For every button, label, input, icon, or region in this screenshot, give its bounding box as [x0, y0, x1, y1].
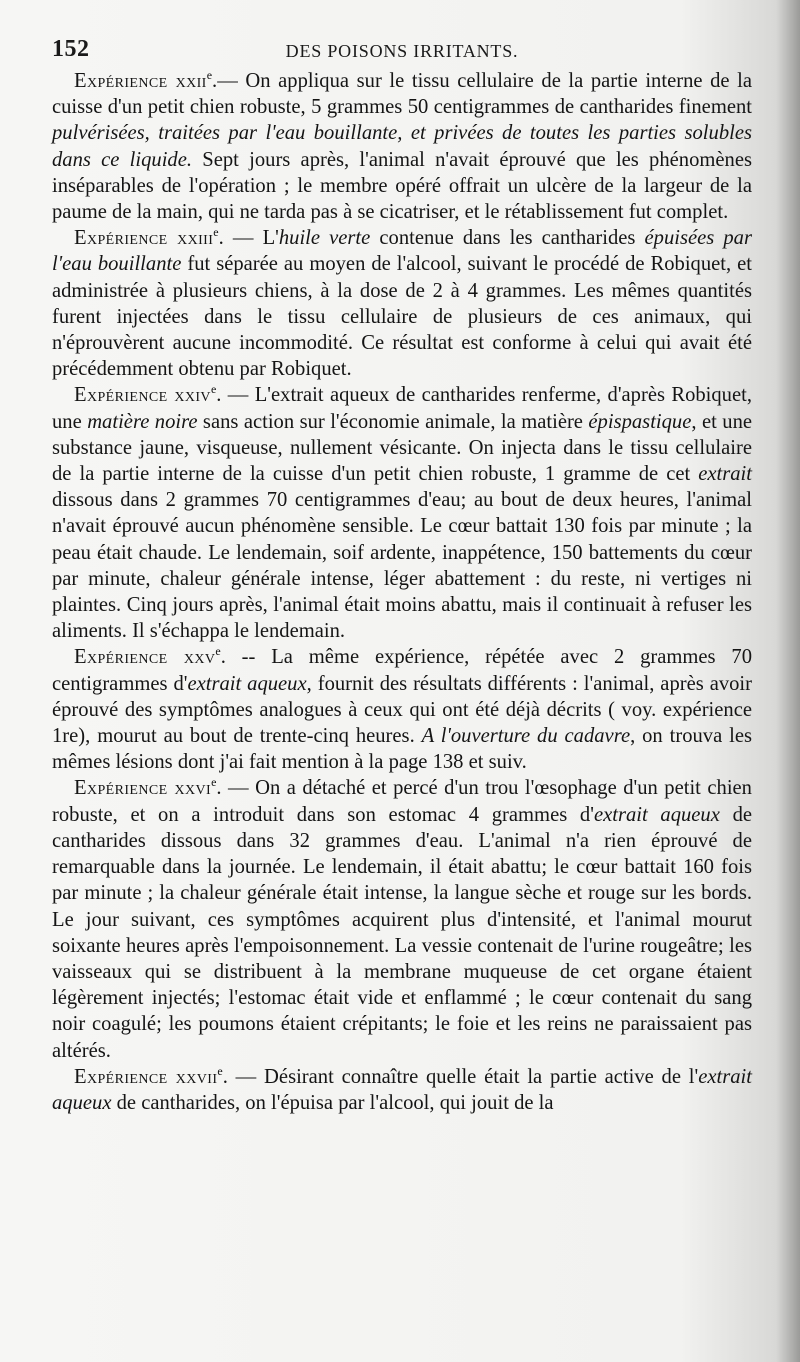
- italic-text: matière noire: [87, 410, 198, 433]
- body-text: . -- La même expérience, répétée avec 2 grammes 70 centigrammes d': [52, 646, 752, 695]
- body-text: dissous dans 2 grammes 70 centigrammes d'eau; au bout de deux heures, l'animal n'avait éprouvé aucun phénomène sensible. Le cœur battait 130 fois par minute ; la peau était chaude. Le lendemain, soif ardente, inappétence, 150 battements du cœur par minute, chaleur générale intense, léger abattement : du reste, ni vertiges ni plaintes. Cinq jours après, l'animal était moins abattu, mais il continuait à refuser les aliments. Il s'échappa le lendemain.: [52, 489, 752, 643]
- body-text: de cantharides dissous dans 32 grammes d'eau. L'animal n'a rien éprouvé de remarquable dans la journée. Le lendemain, il était abattu; le cœur battait 160 fois par minute ; la chaleur générale était intense, la langue sèche et rouge sur les bords. Le jour suivant, ces symptômes acquirent plus d'intensité, et l'animal mourut soixante heures après l'empoisonnement. La vessie contenait de l'urine rougeâtre; les vaisseaux qui se distribuent à la membrane muqueuse de cet organe étaient légèrement injectés; l'estomac était vide et enflammé ; le cœur contenait du sang noir coagulé; les poumons étaient crépitants; le foie et les reins ne paraissaient pas altérés.: [52, 803, 753, 1062]
- experiment-paragraph: [52, 1064, 752, 1116]
- experiment-paragraph: [52, 644, 752, 775]
- italic-text: épispastique: [588, 410, 692, 433]
- body-text: . — Désirant connaître quelle était la partie active de l': [222, 1065, 699, 1088]
- body-text: , fournit des résultats différents : l'animal, après avoir éprouvé des symptômes analogues à ceux qui ont été déjà décrits ( voy. expérience 1re), mourut au bout de trente-cinq heures.: [52, 672, 753, 748]
- body-text: , et une substance jaune, visqueuse, nullement vésicante. On injecta dans le tissu cellulaire de la partie interne de la cuisse d'un petit chien robuste, 1 gramme de cet: [52, 410, 753, 486]
- experiment-paragraph: [52, 225, 752, 382]
- experiment-paragraph: [52, 775, 752, 1063]
- experiment-label: Expérience xxiv: [74, 384, 211, 407]
- body-text: contenue dans les cantharides: [370, 227, 645, 250]
- ordinal-superscript: e: [215, 644, 221, 659]
- ordinal-superscript: e: [213, 225, 219, 240]
- running-title: DES POISONS IRRITANTS.: [285, 41, 519, 61]
- ordinal-superscript: e: [217, 1063, 223, 1078]
- page-number: 152: [52, 36, 90, 62]
- body-text: fut séparée au moyen de l'alcool, suivant le procédé de Robiquet, et administrée à plusieurs chiens, à la dose de 2 à 4 grammes. Les mêmes quantités furent injectées dans le tissu cellulaire de plusieurs de ces animaux, qui n'éprouvèrent aucune incommodité. Ce résultat est conforme à celui qui avait été précédemment obtenu par Robiquet.: [52, 253, 752, 381]
- body-text: . — L': [218, 227, 279, 250]
- italic-text: extrait aqueux: [187, 672, 307, 695]
- page-body: [52, 68, 752, 1116]
- page-header: [52, 36, 752, 66]
- italic-text: pulvérisées, traitées par l'eau bouillante, et privées de toutes les parties solubles dans ce liquide.: [52, 122, 752, 171]
- italic-text: extrait: [698, 463, 752, 486]
- body-text: .— On appliqua sur le tissu cellulaire de la partie interne de la cuisse d'un petit chien robuste, 5 grammes 50 centigrammes de cantharides finement: [52, 70, 752, 119]
- body-text: , on trouva les mêmes lésions dont j'ai fait mention à la page 138 et suiv.: [52, 725, 753, 774]
- italic-text: extrait aqueux: [593, 803, 720, 826]
- italic-text: huile verte: [278, 227, 371, 250]
- italic-text: épuisées par l'eau bouillante: [52, 227, 752, 276]
- ordinal-superscript: e: [210, 382, 217, 397]
- body-text: . — L'extrait aqueux de cantharides renferme, d'après Robiquet, une: [52, 384, 752, 433]
- experiment-label: Expérience xxii: [74, 70, 207, 92]
- body-text: sans action sur l'économie animale, la matière: [197, 410, 589, 433]
- body-text: de cantharides, on l'épuisa par l'alcool, qui jouit de la: [111, 1091, 554, 1114]
- experiment-paragraph: [52, 382, 752, 644]
- ordinal-superscript: e: [206, 68, 213, 82]
- ordinal-superscript: e: [211, 775, 217, 790]
- experiment-paragraph: [52, 68, 752, 225]
- experiment-label: Expérience xxvii: [74, 1065, 218, 1088]
- experiment-label: Expérience xxv: [74, 646, 216, 669]
- body-text: . — On a détaché et percé d'un trou l'œsophage d'un petit chien robuste, et on a introduit dans son estomac 4 grammes d': [52, 777, 752, 826]
- experiment-label: Expérience xxiii: [74, 227, 214, 250]
- italic-text: extrait aqueux: [52, 1065, 752, 1114]
- experiment-label: Expérience xxvi: [74, 777, 212, 800]
- italic-text: A l'ouverture du cadavre: [421, 725, 631, 748]
- body-text: Sept jours après, l'animal n'avait éprouvé que les phénomènes inséparables de l'opération ; le membre opéré offrait un ulcère de la largeur de la paume de la main, qui ne tarda pas à se cicatriser, et le rétablissement fut complet.: [52, 148, 752, 224]
